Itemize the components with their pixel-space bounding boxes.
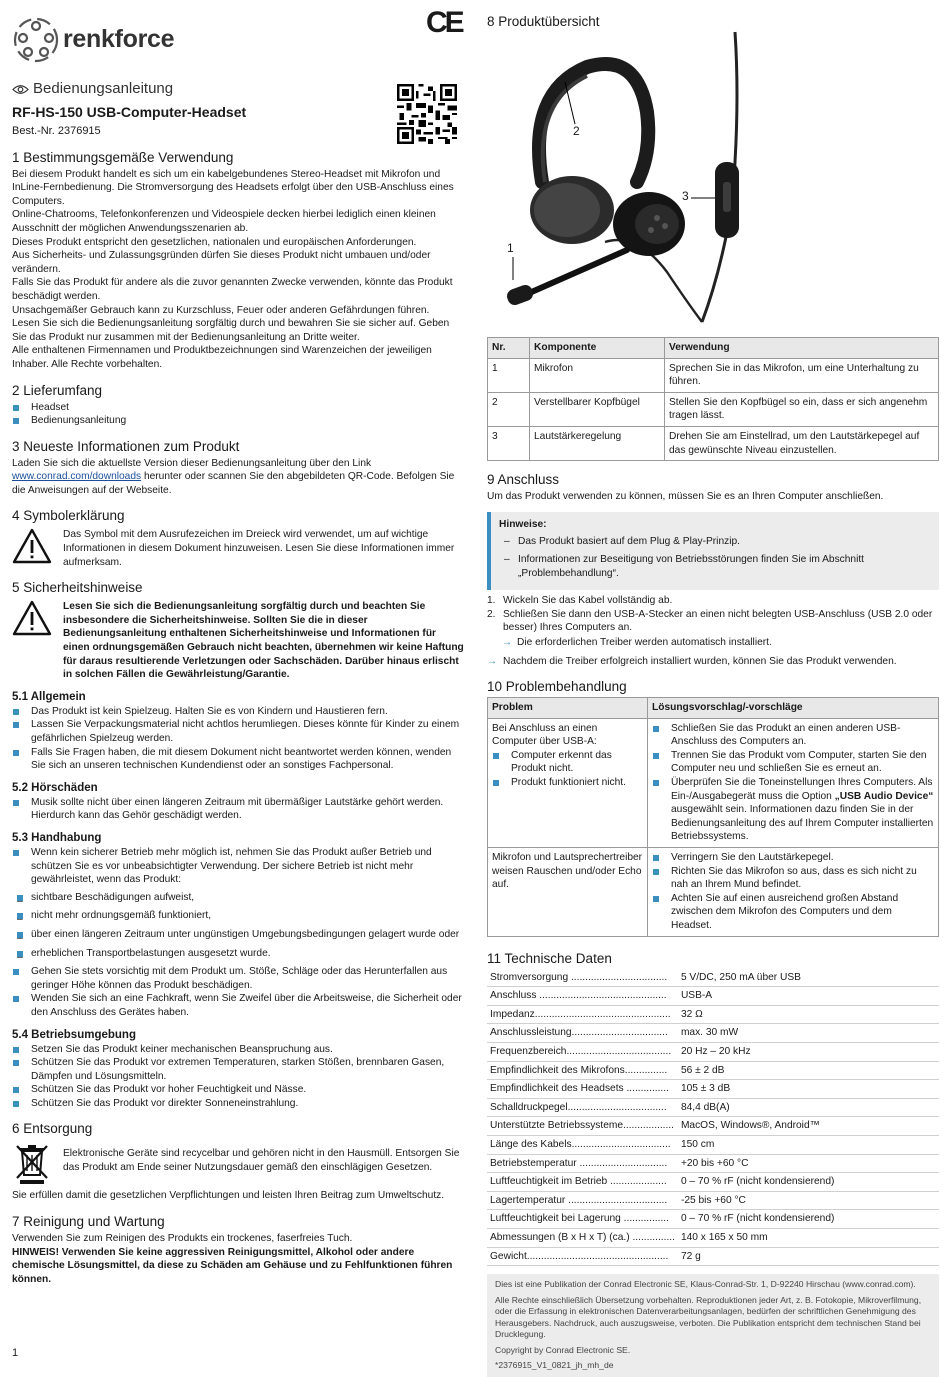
table-cell: Verstellbarer Kopfbügel (530, 392, 665, 426)
eye-icon (12, 84, 29, 95)
spec-value: USB-A (678, 987, 939, 1006)
step-item (487, 594, 939, 608)
section-6-heading: 6 Entsorgung (12, 1121, 93, 1137)
paragraph: Alle enthaltenen Firmennamen und Produktbezeichnungen sind Warenzeichen der jeweiligen Inhaber. Alle Rechte vorbehalten. (12, 345, 432, 370)
list-item: Schützen Sie das Produkt vor extremen Temperaturen, starken Stößen, brennbaren Gasen, Dämpfen und Lösungsmitteln. (12, 1056, 464, 1083)
paragraph: Aus Sicherheits- und Zulassungsgründen dürfen Sie dieses Produkt nicht umbauen und/oder verändern. (12, 250, 431, 275)
callout-3: 3 (682, 189, 689, 203)
solution-list (652, 722, 934, 844)
spec-label: Betriebstemperatur ............................... (487, 1154, 678, 1173)
spec-label: Abmessungen (B x H x T) (ca.) ............... (487, 1228, 678, 1247)
table-row (487, 1080, 939, 1099)
table-cell: 2 (488, 392, 530, 426)
step-text: Die erforderlichen Treiber werden automatisch installiert. (517, 636, 772, 648)
spec-label: Unterstützte Betriebssysteme.................. (487, 1117, 678, 1136)
section-7-heading: 7 Reinigung und Wartung (12, 1214, 165, 1230)
section-1-body (12, 168, 464, 372)
warning-triangle-icon (12, 528, 52, 564)
document-kind-label: Bedienungsanleitung (33, 80, 174, 97)
warning-triangle-icon (12, 600, 52, 636)
column-header: Problem (488, 698, 648, 719)
table-cell: Mikrofon und Lautsprechertreiber weisen Rauschen und/oder Echo auf. (488, 848, 648, 937)
table-row (487, 987, 939, 1006)
table-row (487, 1005, 939, 1024)
spec-label: Gewicht.................................................. (487, 1247, 678, 1266)
paragraph: Online-Chatrooms, Telefonkonferenzen und Videospiele decken hierbei lediglich einen kleinen Ausschnitt der möglichen Anwendungsszenarien ab. (12, 209, 436, 234)
section-9-heading: 9 Anschluss (487, 472, 560, 488)
list-item: Computer erkennt das Produkt nicht. (492, 749, 643, 776)
list-item: Das Produkt ist kein Spielzeug. Halten Sie es von Kindern und Haustieren fern. (12, 705, 464, 719)
step-text: Schließen Sie dann den USB-A-Stecker an einen nicht belegten USB-Anschluss (USB 2.0 oder besser) Ihres Computers an. (503, 608, 933, 634)
spec-label: Impedanz................................................ (487, 1005, 678, 1024)
page-title: RF-HS-150 USB-Computer-Headset (12, 104, 247, 120)
spec-label: Stromversorgung .................................. (487, 969, 678, 987)
table-header-row (488, 338, 939, 359)
list-item: Produkt funktioniert nicht. (492, 776, 643, 790)
environment-list (12, 1043, 464, 1111)
spec-value: 84,4 dB(A) (678, 1098, 939, 1117)
section-4-heading: 4 Symbolerklärung (12, 508, 125, 524)
section-5-2-heading: 5.2 Hörschäden (12, 781, 98, 794)
step-number: 2. (487, 608, 496, 620)
publication-text: Dies ist eine Publikation der Conrad Electronic SE, Klaus-Conrad-Str. 1, D-92240 Hirschau (www.conrad.com). (495, 1279, 916, 1290)
table-cell: Mikrofon (530, 358, 665, 392)
list-item: Wenden Sie sich an eine Fachkraft, wenn Sie Zweifel über die Arbeitsweise, die Sicherheit oder den Anschluss des Gerätes haben. (12, 992, 464, 1019)
list-item: Musik sollte nicht über einen längeren Zeitraum mit übermäßiger Lautstärke gehört werden. Hierdurch kann das Gehör geschädigt werden. (12, 796, 464, 823)
download-link[interactable]: www.conrad.com/downloads (12, 471, 142, 483)
qr-code-icon (397, 84, 457, 144)
table-row (487, 1210, 939, 1229)
disposal-info (12, 1141, 464, 1185)
table-header-row (488, 698, 939, 719)
order-number: Best.-Nr. 2376915 (12, 125, 101, 137)
publication-text: *2376915_V1_0821_jh_mh_de (495, 1360, 614, 1371)
table-row (488, 358, 939, 392)
dash-item: – sichtbare Beschädigungen aufweist, (12, 891, 464, 905)
condition-list (12, 891, 464, 960)
right-column (487, 14, 939, 1377)
spec-value: 150 cm (678, 1135, 939, 1154)
spec-value: MacOS, Windows®, Android™ (678, 1117, 939, 1136)
paragraph: Falls Sie das Produkt für andere als die zuvor genannten Zwecke verwenden, könnte das Produkt beschädigt werden. (12, 277, 453, 302)
text: Nachdem die Treiber erfolgreich installiert wurden, können Sie das Produkt verwenden. (503, 655, 897, 667)
table-row (487, 1173, 939, 1192)
list-item: Trennen Sie das Produkt vom Computer, starten Sie den Computer neu und schließen Sie es erneut an. (652, 749, 934, 776)
disposal-text-2: Sie erfüllen damit die gesetzlichen Verpflichtungen und leisten Ihren Beitrag zum Umweltschutz. (12, 1190, 445, 1202)
section-3-body (12, 457, 464, 498)
dash-item: – Informationen zur Beseitigung von Betriebsstörungen finden Sie im Abschnitt „Problembehandlung“. (499, 553, 931, 580)
note-heading: Hinweise: (499, 518, 547, 530)
component-table (487, 337, 939, 461)
spec-label: Frequenzbereich..................................... (487, 1042, 678, 1061)
step-result (487, 636, 939, 650)
dash-item: – nicht mehr ordnungsgemäß funktioniert, (12, 909, 464, 923)
spec-value: 0 – 70 % rF (nicht kondensierend) (678, 1210, 939, 1229)
list-item: Richten Sie das Mikrofon so aus, dass es sich nicht zu nah an Ihrem Mund befindet. (652, 865, 934, 892)
ce-mark: CE (426, 6, 462, 39)
text: ausgewählt sein. Informationen dazu finden Sie in der Bedienungsanleitung des auf Ihrem Computer installierten Betriebssystems. (671, 804, 934, 843)
dash-item: – über einen längeren Zeitraum unter ungünstigen Umgebungsbedingungen gelagert wurde oder (12, 928, 464, 942)
table-row (487, 1117, 939, 1136)
section-3-heading: 3 Neueste Informationen zum Produkt (12, 438, 240, 454)
table-cell: Stellen Sie den Kopfbügel so ein, dass er sich angenehm tragen lässt. (665, 392, 939, 426)
spec-value: 0 – 70 % rF (nicht kondensierend) (678, 1173, 939, 1192)
text: Wenn kein sicherer Betrieb mehr möglich ist, nehmen Sie das Produkt außer Betrieb und schützen Sie es vor unbeabsichtigter Verwendung. Der sichere Betrieb ist nicht mehr gewährleistet, wenn das Produkt: (31, 846, 432, 886)
section-5-3-heading: 5.3 Handhabung (12, 831, 102, 844)
table-row (488, 392, 939, 426)
list-item: Bedienungsanleitung (12, 414, 464, 428)
connection-intro: Um das Produkt verwenden zu können, müssen Sie es an Ihren Computer anschließen. (487, 491, 884, 503)
brand-logo (12, 6, 464, 66)
text: herunter oder scannen Sie den abgebildeten QR-Code. Befolgen Sie die Anweisungen auf der Webseite. (12, 471, 455, 496)
crossed-bin-icon (12, 1141, 52, 1185)
spec-label: Anschlussleistung.................................. (487, 1024, 678, 1043)
troubleshooting-table (487, 697, 939, 937)
problem-text: Bei Anschluss an einen Computer über USB-A: (492, 722, 598, 748)
spec-label: Empfindlichkeit des Headsets ............... (487, 1080, 678, 1099)
step-number: 1. (487, 595, 496, 607)
left-column (12, 6, 464, 1286)
paragraph: Unsachgemäßer Gebrauch kann zu Kurzschluss, Feuer oder anderen Gefährdungen führen. (12, 304, 430, 316)
paragraph: Bei diesem Produkt handelt es sich um ein kabelgebundenes Stereo-Headset mit Mikrofon und InLine-Fernbedienung. Die Stromversorgung des Headsets erfolgt über den USB-Anschluss eines Computers. (12, 168, 454, 207)
symbol-text: Das Symbol mit dem Ausrufezeichen im Dreieck wird verwendet, um auf wichtige Informationen in diesem Dokument hinzuweisen. Lesen Sie diese Informationen immer aufmerksam. (63, 529, 455, 568)
cleaning-warning: HINWEIS! Verwenden Sie keine aggressiven Reinigungsmittel, Alkohol oder andere chemische Lösungsmittel, da diese zu Schäden am Gehäuse und zu Fehlfunktionen führen können. (12, 1246, 453, 1285)
arrow-right-icon: → (502, 636, 513, 648)
table-cell: Lautstärkeregelung (530, 426, 665, 460)
table-cell: 3 (488, 426, 530, 460)
page-number: 1 (12, 1347, 19, 1359)
list-item: Lassen Sie Verpackungsmaterial nicht achtlos herumliegen. Dieses könnte für Kinder zu einem gefährlichen Spielzeug werden. (12, 718, 464, 745)
list-item: Headset (12, 401, 464, 415)
spec-label: Empfindlichkeit des Mikrofons............... (487, 1061, 678, 1080)
publication-text: Alle Rechte einschließlich Übersetzung vorbehalten. Reproduktionen jeder Art, z. B. Fotokopie, Mikroverfilmung, oder die Erfassung in elektronischen Datenverarbeitungsanlagen, bedürfen der schriftlichen Genehmigung des Herausgebers. Nachdruck, auch auszugsweise, verboten. Die Publikation entspricht dem technischen Stand bei Drucklegung. (495, 1294, 922, 1340)
delivery-list (12, 401, 464, 428)
table-cell: 1 (488, 358, 530, 392)
list-item (652, 776, 934, 844)
table-row (488, 848, 939, 937)
spec-value: 32 Ω (678, 1005, 939, 1024)
list-item (12, 846, 464, 960)
spec-value: 20 Hz – 20 kHz (678, 1042, 939, 1061)
table-row (487, 1228, 939, 1247)
step-list (487, 594, 939, 649)
list-item: Falls Sie Fragen haben, die mit diesem Dokument nicht beantwortet werden können, wenden Sie sich an unseren technischen Kundendienst oder an sonstiges Fachpersonal. (12, 746, 464, 773)
column-header: Verwendung (665, 338, 939, 359)
table-row (487, 1154, 939, 1173)
table-row (488, 426, 939, 460)
table-cell (488, 718, 648, 847)
step-item (487, 608, 939, 635)
table-cell (648, 718, 939, 847)
table-row (487, 1024, 939, 1043)
spec-label: Anschluss ............................................. (487, 987, 678, 1006)
column-header: Nr. (488, 338, 530, 359)
table-cell: Sprechen Sie in das Mikrofon, um eine Unterhaltung zu führen. (665, 358, 939, 392)
table-row (488, 718, 939, 847)
column-header: Lösungsvorschlag/-vorschläge (648, 698, 939, 719)
table-row (487, 1098, 939, 1117)
paragraph: Lesen Sie sich die Bedienungsanleitung sorgfältig durch und bewahren Sie sie sicher auf. Geben Sie das Produkt nur zusammen mit der Bedienungsanleitung an Dritte weiter. (12, 318, 450, 343)
arrow-right-icon: → (487, 655, 498, 667)
section-2-heading: 2 Lieferumfang (12, 382, 103, 398)
column-header: Komponente (530, 338, 665, 359)
handling-list (12, 846, 464, 1020)
technical-data-table (487, 969, 939, 1267)
section-5-4-heading: 5.4 Betriebsumgebung (12, 1028, 136, 1041)
list-item: Verringern Sie den Lautstärkepegel. (652, 851, 934, 865)
product-image (487, 32, 939, 327)
spec-label: Luftfeuchtigkeit im Betrieb .................... (487, 1173, 678, 1192)
spec-value: -25 bis +60 °C (678, 1191, 939, 1210)
section-1-heading: 1 Bestimmungsgemäße Verwendung (12, 149, 234, 165)
note-box (487, 512, 939, 590)
text: Überprüfen Sie die Toneinstellungen Ihres Computers. Als Ein-/Ausgabegerät muss die Option (671, 777, 933, 802)
publication-box (487, 1274, 939, 1377)
symbol-explanation (12, 528, 464, 569)
general-list (12, 705, 464, 773)
list-item: Achten Sie auf einen ausreichend großen Abstand zwischen dem Mikrofon des Computers und dem Headset. (652, 892, 934, 933)
cleaning-text: Verwenden Sie zum Reinigen des Produkts ein trockenes, faserfreies Tuch. (12, 1233, 353, 1245)
spec-value: 5 V/DC, 250 mA über USB (678, 969, 939, 987)
list-item: Gehen Sie stets vorsichtig mit dem Produkt um. Stöße, Schläge oder das Herunterfallen aus geringer Höhe können das Produkt beschädigen. (12, 965, 464, 992)
safety-warning-text: Lesen Sie sich die Bedienungsanleitung sorgfältig durch und beachten Sie insbesondere die Sicherheitshinweise. Sollten Sie die in dieser Bedienungsanleitung enthaltenen Sicherheitshinweise und Informationen für einen ordnungsgemäßen Gebrauch nicht beachten, übernehmen wir keine Haftung für daraus resultierende Verletzungen oder Sachschäden. Darüber hinaus erlischt in solchen Fällen die Gewährleistung/Garantie. (63, 601, 464, 681)
list-item: Schützen Sie das Produkt vor hoher Feuchtigkeit und Nässe. (12, 1083, 464, 1097)
spec-value: max. 30 mW (678, 1024, 939, 1043)
text: Laden Sie sich die aktuellste Version dieser Bedienungsanleitung über den Link (12, 457, 372, 469)
dash-item: – erheblichen Transportbelastungen ausgesetzt wurde. (12, 947, 464, 961)
table-row (487, 1042, 939, 1061)
spec-value: 105 ± 3 dB (678, 1080, 939, 1099)
text: „USB Audio Device“ (834, 790, 934, 802)
disposal-text: Elektronische Geräte sind recycelbar und gehören nicht in den Hausmüll. Entsorgen Sie das Produkt am Ende seiner Nutzungsdauer gemäß den einschlägigen Gesetzen. (63, 1148, 460, 1174)
spec-value: 72 g (678, 1247, 939, 1266)
spec-value: 56 ± 2 dB (678, 1061, 939, 1080)
spec-label: Länge des Kabels................................... (487, 1135, 678, 1154)
table-row (487, 1135, 939, 1154)
safety-warning (12, 600, 464, 682)
problem-list (492, 749, 643, 790)
list-item: Schützen Sie das Produkt vor direkter Sonneneinstrahlung. (12, 1097, 464, 1111)
list-item: Schließen Sie das Produkt an einen anderen USB-Anschluss des Computers an. (652, 722, 934, 749)
dash-item: – Das Produkt basiert auf dem Plug & Play-Prinzip. (499, 535, 931, 549)
section-11-heading: 11 Technische Daten (487, 950, 612, 966)
publication-text: Copyright by Conrad Electronic SE. (495, 1344, 631, 1355)
spec-value: 140 x 165 x 50 mm (678, 1228, 939, 1247)
table-row (487, 1247, 939, 1266)
spec-label: Schalldruckpegel................................... (487, 1098, 678, 1117)
note-list (499, 535, 931, 580)
headset-illustration (487, 32, 939, 322)
table-cell: Drehen Sie am Einstellrad, um den Lautstärkepegel auf das gewünschte Niveau einzustellen. (665, 426, 939, 460)
section-10-heading: 10 Problembehandlung (487, 679, 627, 695)
callout-1: 1 (507, 241, 514, 255)
brand-name: renkforce (63, 25, 175, 54)
list-item: Setzen Sie das Produkt keiner mechanischen Beanspruchung aus. (12, 1043, 464, 1057)
table-row (487, 1191, 939, 1210)
table-cell (648, 848, 939, 937)
hearing-list (12, 796, 464, 823)
section-8-heading: 8 Produktübersicht (487, 14, 600, 29)
table-row (487, 969, 939, 987)
section-5-1-heading: 5.1 Allgemein (12, 690, 86, 703)
table-row (487, 1061, 939, 1080)
spec-label: Luftfeuchtigkeit bei Lagerung ................ (487, 1210, 678, 1229)
paragraph: Dieses Produkt entspricht den gesetzlichen, nationalen und europäischen Anforderungen. (12, 236, 417, 248)
step-text: Wickeln Sie das Kabel vollständig ab. (503, 595, 673, 607)
spec-value: +20 bis +60 °C (678, 1154, 939, 1173)
connection-result (487, 655, 939, 669)
solution-list (652, 851, 934, 933)
spec-label: Lagertemperatur ................................... (487, 1191, 678, 1210)
renkforce-logo-icon (12, 16, 60, 64)
section-5-heading: 5 Sicherheitshinweise (12, 580, 143, 596)
callout-2: 2 (573, 124, 580, 138)
